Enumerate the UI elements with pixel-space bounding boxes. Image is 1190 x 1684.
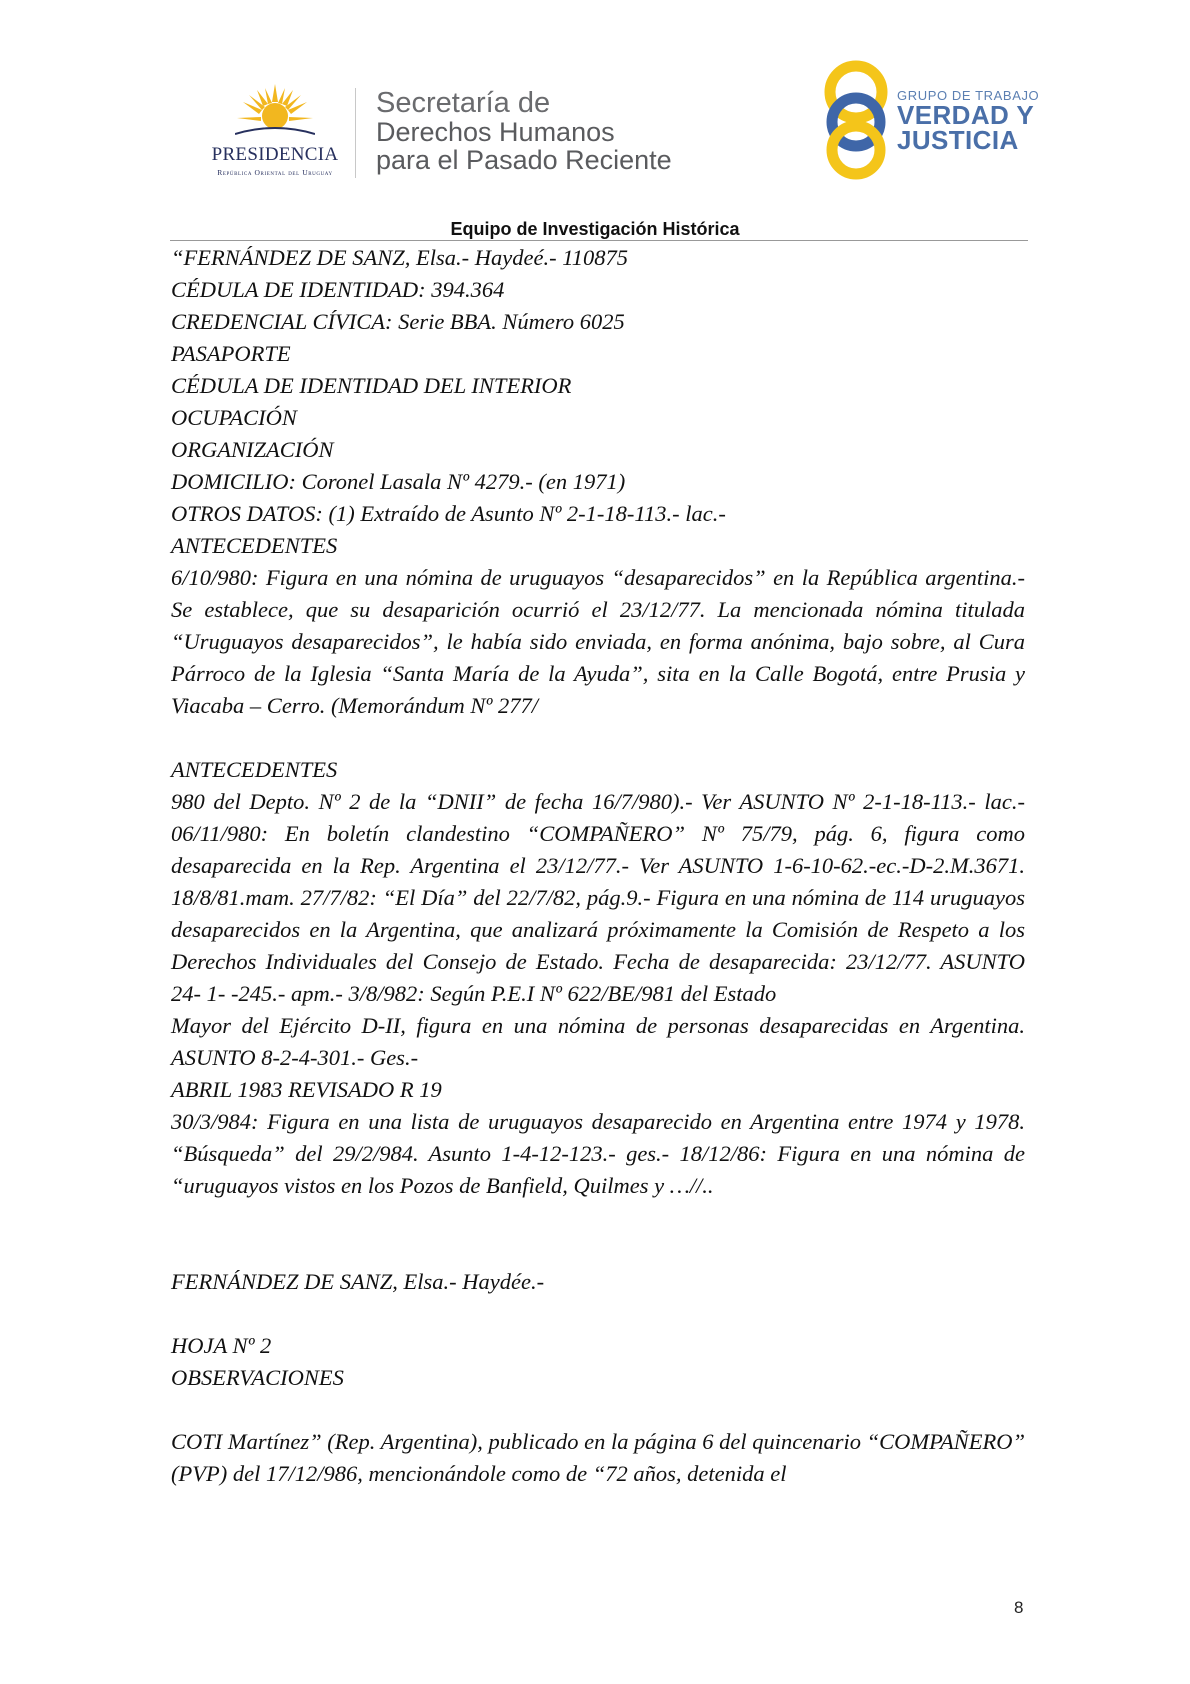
interlocked-rings-icon bbox=[822, 56, 902, 182]
antecedentes-heading: ANTECEDENTES bbox=[171, 757, 338, 782]
record-line: CÉDULA DE IDENTIDAD DEL INTERIOR bbox=[171, 373, 572, 398]
record-line: CÉDULA DE IDENTIDAD: 394.364 bbox=[171, 277, 505, 302]
header-rule bbox=[170, 240, 1028, 241]
justicia-label: JUSTICIA bbox=[897, 125, 1019, 155]
observaciones-heading: OBSERVACIONES bbox=[171, 1365, 344, 1390]
grupo-trabajo-label: GRUPO DE TRABAJO bbox=[897, 88, 1040, 103]
record-body bbox=[171, 242, 1025, 1490]
record-line: PASAPORTE bbox=[171, 341, 291, 366]
record-line: ORGANIZACIÓN bbox=[171, 437, 334, 462]
secretaria-line-3: para el Pasado Reciente bbox=[376, 145, 672, 175]
team-title: Equipo de Investigación Histórica bbox=[450, 219, 740, 239]
presidencia-subtitle: República Oriental del Uruguay bbox=[217, 168, 333, 177]
header-divider bbox=[355, 88, 356, 178]
antecedentes-paragraph-1: 6/10/980: Figura en una nómina de uruguayos “desaparecidos” en la República argentina.- Se establece, que su desaparición ocurrió el 23/12/77. La mencionada nómina titulada “Uruguayos desaparecidos”, le había sido enviada, en forma anónima, bajo sobre, al Cura Párroco de la Iglesia “Santa María de la Ayuda”, sita en la Calle Bogotá, entre Prusia y Viacaba – Cerro. (Memorándum Nº 277/ bbox=[171, 565, 1025, 718]
presidencia-logo bbox=[195, 82, 355, 182]
secretaria-line-1: Secretaría de bbox=[376, 87, 551, 119]
sun-emblem-icon bbox=[235, 82, 315, 142]
record-line: ANTECEDENTES bbox=[171, 533, 338, 558]
page-header bbox=[0, 0, 1190, 200]
hoja-label: HOJA Nº 2 bbox=[171, 1333, 272, 1358]
secretaria-line-2: Derechos Humanos bbox=[376, 117, 615, 147]
name-repeat: FERNÁNDEZ DE SANZ, Elsa.- Haydée.- bbox=[171, 1269, 545, 1294]
antecedentes-paragraph-4: 30/3/984: Figura en una lista de uruguayos desaparecido en Argentina entre 1974 y 1978. “Búsqueda” del 29/2/984. Asunto 1-4-12-123.- ges.- 18/12/86: Figura en una nómina de “uruguayos vistos en los Pozos de Banfield, Quilmes y …//.. bbox=[171, 1109, 1025, 1198]
secretaria-logo-text bbox=[376, 88, 672, 174]
antecedentes-paragraph-2: 980 del Depto. Nº 2 de la “DNII” de fecha 16/7/980).- Ver ASUNTO Nº 2-1-18-113.- lac.- 06/11/980: En boletín clandestino “COMPAÑERO” Nº 75/79, pág. 6, figura como desaparecida en la Rep. Argentina el 23/12/77.- Ver ASUNTO 1-6-10-62.-ec.-D-2.M.3671. 18/8/81.mam. 27/7/82: “El Día” del 22/7/82, pág.9.- Figura en una nómina de 114 uruguayos desaparecidos en la Argentina, que analizará próximamente la Comisión de Respeto a los Derechos Individuales del Consejo de Estado. Fecha de desaparecida: 23/12/77. ASUNTO 24- 1- -245.- apm.- 3/8/982: Según P.E.I Nº 622/BE/981 del Estado bbox=[171, 789, 1025, 1006]
record-line: CREDENCIAL CÍVICA: Serie BBA. Número 6025 bbox=[171, 309, 625, 334]
record-line: “FERNÁNDEZ DE SANZ, Elsa.- Haydeé.- 110875 bbox=[171, 245, 629, 270]
revisado-line: ABRIL 1983 REVISADO R 19 bbox=[171, 1077, 442, 1102]
page-number: 8 bbox=[1014, 1598, 1024, 1617]
verdad-justicia-text bbox=[897, 88, 1039, 153]
record-line: OCUPACIÓN bbox=[171, 405, 297, 430]
observaciones-paragraph: COTI Martínez” (Rep. Argentina), publicado en la página 6 del quincenario “COMPAÑERO” (PVP) del 17/12/986, mencionándole como de “72 años, detenida el bbox=[171, 1429, 1025, 1486]
antecedentes-paragraph-3: Mayor del Ejército D-II, figura en una nómina de personas desaparecidas en Argentina. ASUNTO 8-2-4-301.- Ges.- bbox=[171, 1013, 1025, 1070]
presidencia-name: PRESIDENCIA bbox=[211, 144, 339, 165]
record-line: OTROS DATOS: (1) Extraído de Asunto Nº 2-1-18-113.- lac.- bbox=[171, 501, 726, 526]
record-line: DOMICILIO: Coronel Lasala Nº 4279.- (en 1971) bbox=[171, 469, 626, 494]
verdad-y-label: VERDAD Y bbox=[897, 100, 1035, 130]
